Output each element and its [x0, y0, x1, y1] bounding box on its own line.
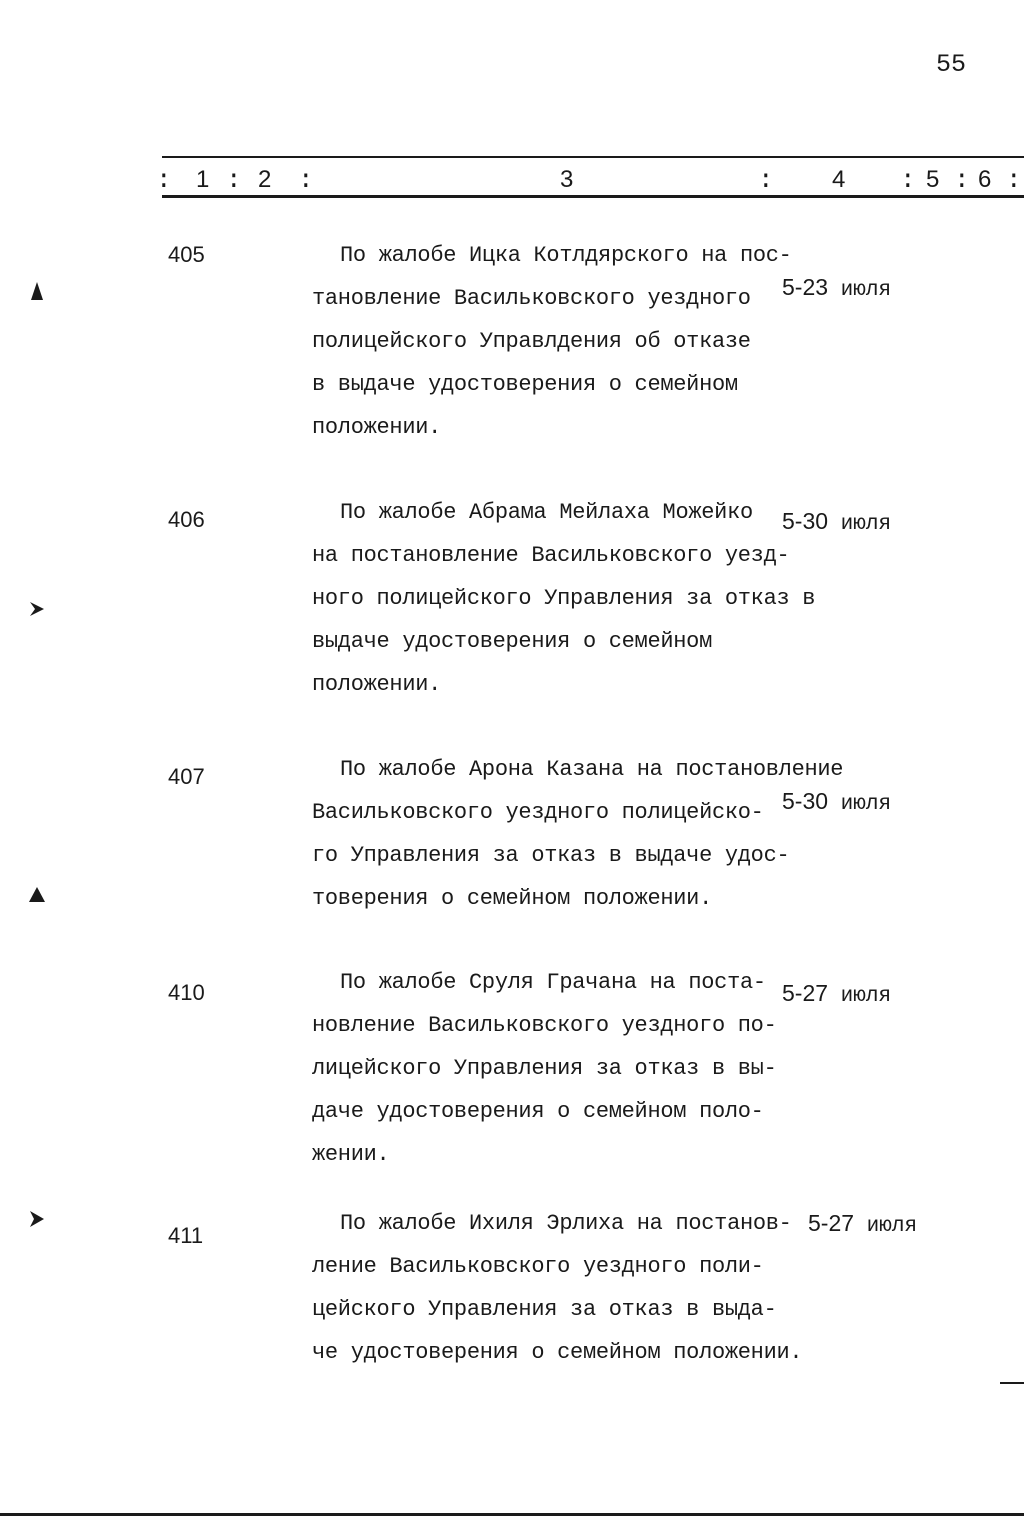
entry-text [312, 234, 812, 449]
entry-text-line: товерения о семейном положении. [312, 886, 712, 911]
header-bottom-rule [162, 195, 1024, 198]
entry-text-line: По жалобе Арона Казана на постановление [340, 757, 844, 782]
entry-date [808, 1208, 917, 1242]
entry-date-month: июля [840, 279, 892, 302]
column-separator: : [226, 165, 242, 195]
page-number: 55 [936, 50, 967, 79]
entry-number: 405 [168, 242, 205, 267]
entry-text-line: По жалобе Ихиля Эрлиха на постанов- [340, 1211, 792, 1236]
column-number-2: 2 [258, 166, 272, 193]
entry-number: 407 [168, 764, 205, 789]
binding-hole-icon [28, 1208, 46, 1230]
entry-text-line: положении. [312, 415, 442, 440]
header-top-rule [162, 156, 1024, 158]
binding-hole-icon [28, 884, 46, 906]
entry-date-day: 5-27 [782, 980, 829, 1006]
entry-text [312, 748, 844, 920]
entry-text-line: тановление Васильковского уездного [312, 286, 751, 311]
entry-text-line: По жалобе Абрама Мейлаха Можейко [340, 500, 753, 525]
entry-text-line: жении. [312, 1142, 390, 1167]
column-separator: : [900, 165, 916, 195]
entry-date [782, 272, 891, 306]
entry-text [312, 491, 816, 706]
entry-text-line: го Управления за отказ в выдаче удос- [312, 843, 790, 868]
binding-hole-icon [28, 280, 46, 302]
entry-date-day: 5-30 [782, 788, 829, 814]
entry-number: 406 [168, 507, 205, 532]
edge-mark [1000, 1382, 1024, 1384]
entry-text-line: По жалобе Ицка Котлдярского на пос- [340, 243, 792, 268]
entry-date-day: 5-27 [808, 1210, 855, 1236]
entry-text-line: Васильковского уездного полицейско- [312, 800, 764, 825]
entry-number: 410 [168, 980, 205, 1005]
entry-text-line: цейского Управления за отказ в выда- [312, 1297, 777, 1322]
column-number-4: 4 [832, 166, 846, 193]
entry-text-line: ление Васильковского уездного поли- [312, 1254, 764, 1279]
entry-text [312, 1202, 812, 1374]
entry-text-line: положении. [312, 672, 442, 697]
binding-hole-icon [28, 598, 46, 620]
entry-text-line: в выдаче удостоверения о семейном [312, 372, 738, 397]
entry-text [312, 961, 812, 1176]
column-number-3: 3 [560, 166, 574, 193]
entry-date [782, 786, 891, 820]
entry-text-line: полицейского Управлдения об отказе [312, 329, 751, 354]
entry-date-month: июля [866, 1215, 918, 1238]
entry-date-day: 5-23 [782, 274, 829, 300]
entry-date-day: 5-30 [782, 508, 829, 534]
column-separator: : [954, 165, 970, 195]
column-number-6: 6 [978, 166, 992, 193]
column-separator: : [1006, 165, 1022, 195]
entry-date-month: июля [840, 793, 892, 816]
column-separator: : [758, 165, 774, 195]
column-number-5: 5 [926, 166, 940, 193]
entry-date [782, 506, 891, 540]
entry-text-line: че удостоверения о семейном положении. [312, 1340, 803, 1365]
entry-text-line: даче удостоверения о семейном поло- [312, 1099, 764, 1124]
entry-text-line: ного полицейского Управления за отказ в [312, 586, 816, 611]
entry-text-line: новление Васильковского уездного по- [312, 1013, 777, 1038]
column-separator: : [298, 165, 314, 195]
entry-text-line: лицейского Управления за отказ в вы- [312, 1056, 777, 1081]
entry-text-line: По жалобе Сруля Грачана на поста- [340, 970, 766, 995]
column-number-1: 1 [196, 166, 210, 193]
entry-date-month: июля [840, 985, 892, 1008]
bottom-rule [0, 1513, 1024, 1516]
column-separator: : [156, 165, 172, 195]
entry-number: 411 [168, 1223, 204, 1248]
entry-text-line: выдаче удостоверения о семейном [312, 629, 712, 654]
entry-text-line: на постановление Васильковского уезд- [312, 543, 790, 568]
entry-date [782, 978, 891, 1012]
entry-date-month: июля [840, 513, 892, 536]
